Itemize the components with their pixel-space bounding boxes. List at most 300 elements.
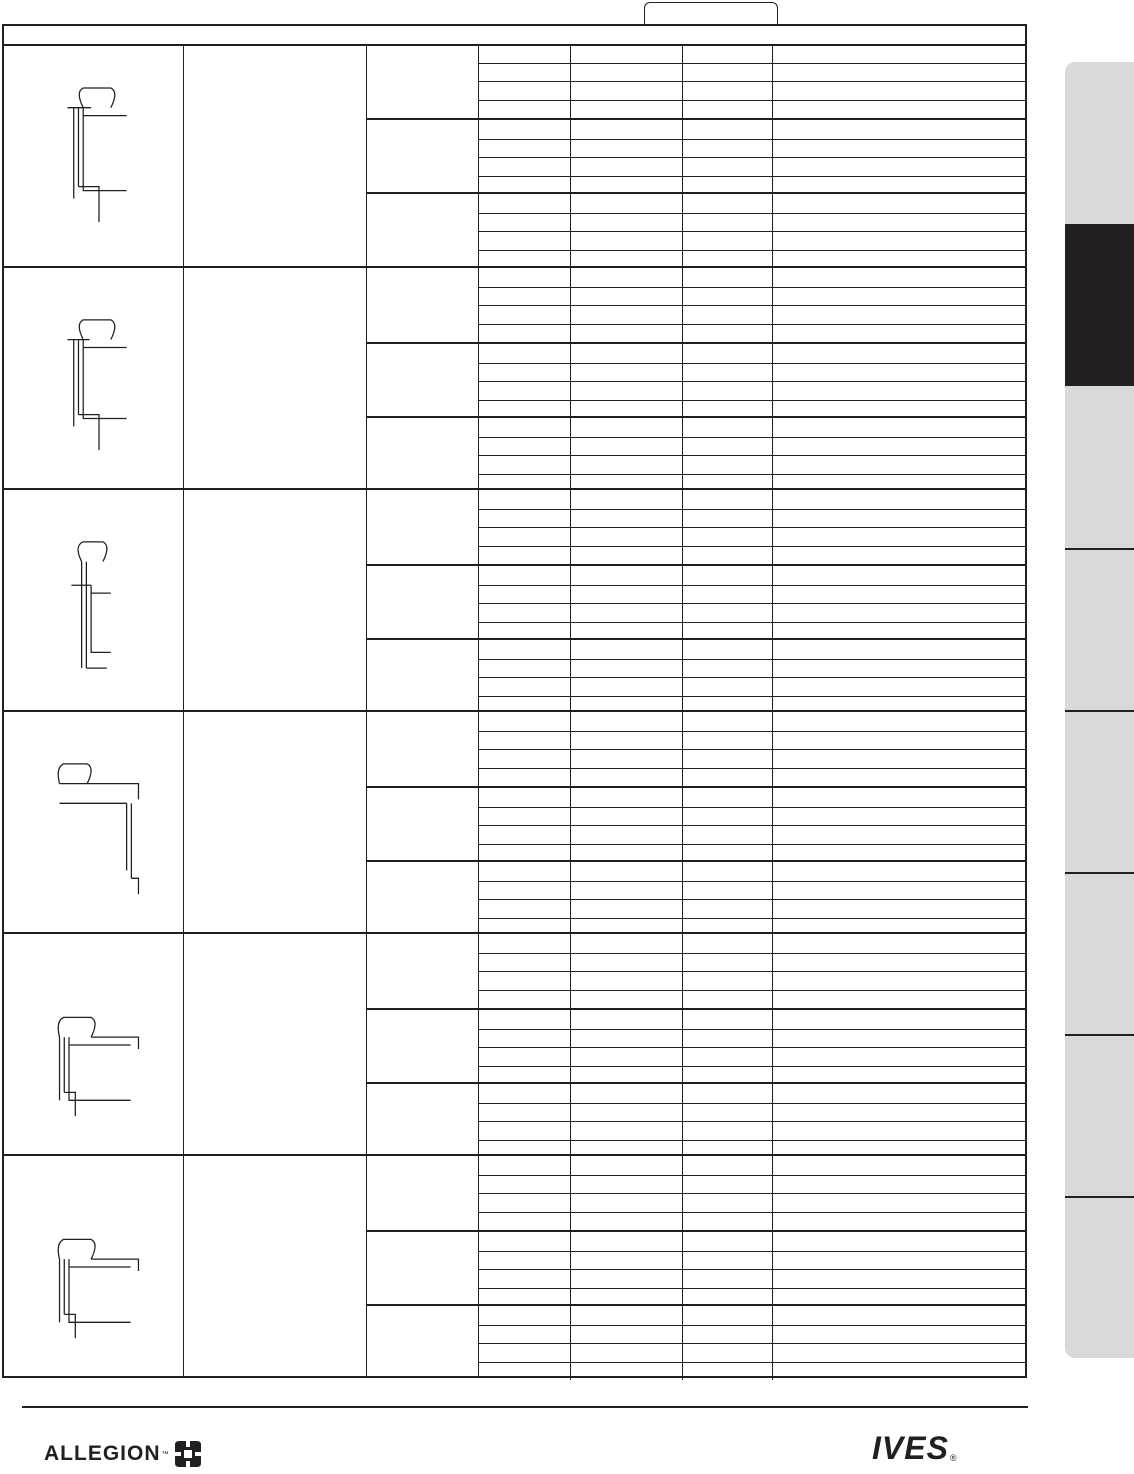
table-cell <box>479 101 571 119</box>
table-cell <box>571 214 683 232</box>
side-tab-4[interactable] <box>1065 548 1134 710</box>
table-cell <box>683 344 773 363</box>
side-tab-3[interactable] <box>1065 386 1134 548</box>
table-cell <box>773 456 1025 474</box>
table-cell <box>683 418 773 437</box>
table-cell <box>571 510 683 528</box>
table-cell <box>571 547 683 565</box>
side-tab-divider <box>1065 872 1134 874</box>
table-cell <box>683 954 773 972</box>
table-cell <box>683 991 773 1009</box>
description-cell <box>184 44 367 266</box>
table-cell <box>683 268 773 287</box>
table-cell <box>683 882 773 900</box>
table-cell <box>773 604 1025 622</box>
table-cell <box>683 566 773 585</box>
finish-group-cell <box>367 268 478 342</box>
table-cell <box>683 586 773 604</box>
table-row <box>479 1193 1025 1212</box>
table-cell <box>479 194 571 213</box>
table-cell <box>683 1344 773 1362</box>
table-cell <box>773 158 1025 176</box>
table-cell <box>571 1213 683 1231</box>
table-cell <box>479 788 571 807</box>
table-cell <box>571 44 683 63</box>
table-cell <box>571 972 683 990</box>
table-cell <box>479 954 571 972</box>
data-columns <box>479 712 1025 932</box>
table-cell <box>773 1306 1025 1325</box>
table-row <box>479 1251 1025 1270</box>
table-cell <box>773 510 1025 528</box>
table-cell <box>571 808 683 826</box>
table-cell <box>571 882 683 900</box>
table-cell <box>571 1010 683 1029</box>
table-cell <box>571 438 683 456</box>
table-cell <box>773 1363 1025 1381</box>
data-subgroup <box>479 638 1025 712</box>
table-cell <box>479 268 571 287</box>
table-row <box>479 381 1025 400</box>
data-subgroup <box>479 1082 1025 1156</box>
table-cell <box>773 140 1025 158</box>
table-cell <box>773 1030 1025 1048</box>
table-cell <box>683 288 773 306</box>
table-cell <box>773 528 1025 546</box>
table-cell <box>479 732 571 750</box>
table-cell <box>773 1270 1025 1288</box>
table-cell <box>479 344 571 363</box>
table-cell <box>773 712 1025 731</box>
table-cell <box>571 232 683 250</box>
table-cell <box>571 194 683 213</box>
table-cell <box>571 660 683 678</box>
table-cell <box>571 678 683 696</box>
finish-group-column <box>367 934 479 1154</box>
table-cell <box>571 604 683 622</box>
product-group <box>4 488 1025 710</box>
product-group <box>4 932 1025 1154</box>
table-cell <box>773 586 1025 604</box>
table-cell <box>773 364 1025 382</box>
table-cell <box>479 862 571 881</box>
table-cell <box>773 418 1025 437</box>
table-cell <box>571 456 683 474</box>
table-cell <box>479 1122 571 1140</box>
table-cell <box>773 1232 1025 1251</box>
table-cell <box>773 769 1025 787</box>
table-row <box>479 363 1025 382</box>
table-cell <box>773 1122 1025 1140</box>
table-cell <box>571 1084 683 1103</box>
table-header-band <box>4 26 1025 46</box>
table-row <box>479 194 1025 213</box>
table-row <box>479 1343 1025 1362</box>
table-row <box>479 1269 1025 1288</box>
table-cell <box>479 882 571 900</box>
table-cell <box>479 712 571 731</box>
side-tab-5[interactable] <box>1065 710 1134 872</box>
table-cell <box>571 712 683 731</box>
table-row <box>479 807 1025 826</box>
table-cell <box>571 1122 683 1140</box>
table-cell <box>683 456 773 474</box>
table-cell <box>773 660 1025 678</box>
table-cell <box>571 991 683 1009</box>
table-cell <box>571 288 683 306</box>
table-cell <box>773 490 1025 509</box>
table-row <box>479 953 1025 972</box>
data-subgroup <box>479 564 1025 638</box>
table-cell <box>479 1306 571 1325</box>
finish-group-cell <box>367 712 478 786</box>
table-cell <box>479 158 571 176</box>
table-cell <box>773 44 1025 63</box>
table-cell <box>773 1176 1025 1194</box>
table-cell <box>571 1252 683 1270</box>
table-row <box>479 899 1025 918</box>
table-cell <box>683 1084 773 1103</box>
finish-group-cell <box>367 564 478 638</box>
table-cell <box>479 1270 571 1288</box>
finish-group-cell <box>367 786 478 860</box>
table-cell <box>479 808 571 826</box>
allegion-trademark: ™ <box>161 1450 169 1458</box>
table-row <box>479 881 1025 900</box>
table-cell <box>773 120 1025 139</box>
finish-group-cell <box>367 118 478 192</box>
table-cell <box>571 140 683 158</box>
table-cell <box>683 325 773 343</box>
table-cell <box>683 712 773 731</box>
table-row <box>479 749 1025 768</box>
finish-group-cell <box>367 490 478 564</box>
table-cell <box>479 566 571 585</box>
data-subgroup <box>479 118 1025 192</box>
table-row <box>479 862 1025 881</box>
table-cell <box>683 1363 773 1381</box>
table-cell <box>773 1084 1025 1103</box>
table-cell <box>571 1104 683 1122</box>
table-cell <box>773 64 1025 82</box>
table-cell <box>683 808 773 826</box>
table-cell <box>479 750 571 768</box>
table-cell <box>683 232 773 250</box>
table-cell <box>683 1194 773 1212</box>
table-cell <box>683 640 773 659</box>
table-cell <box>571 1048 683 1066</box>
finish-group-column <box>367 712 479 932</box>
table-cell <box>479 1030 571 1048</box>
table-cell <box>683 306 773 324</box>
table-cell <box>571 306 683 324</box>
table-row <box>479 546 1025 565</box>
data-columns <box>479 934 1025 1154</box>
table-row <box>479 81 1025 100</box>
side-tab-7[interactable] <box>1065 1034 1134 1196</box>
table-cell <box>773 954 1025 972</box>
table-cell <box>571 954 683 972</box>
table-row <box>479 1175 1025 1194</box>
table-cell <box>683 1156 773 1175</box>
table-cell <box>479 640 571 659</box>
table-cell <box>479 1194 571 1212</box>
table-row <box>479 157 1025 176</box>
table-cell <box>479 1176 571 1194</box>
table-cell <box>479 934 571 953</box>
table-cell <box>571 934 683 953</box>
table-row <box>479 418 1025 437</box>
table-cell <box>479 1232 571 1251</box>
allegion-logo <box>44 1434 203 1474</box>
side-tab-8[interactable] <box>1065 1196 1134 1358</box>
finish-group-cell <box>367 416 478 490</box>
table-cell <box>683 1104 773 1122</box>
finish-group-column <box>367 490 479 710</box>
side-tab-6[interactable] <box>1065 872 1134 1034</box>
table-cell <box>773 1252 1025 1270</box>
table-row <box>479 100 1025 119</box>
table-cell <box>773 1194 1025 1212</box>
table-cell <box>479 44 571 63</box>
table-cell <box>571 528 683 546</box>
table-cell <box>479 325 571 343</box>
table-row <box>479 1156 1025 1175</box>
profile-cell <box>4 934 184 1154</box>
table-cell <box>571 268 683 287</box>
gasket-stop-profile-4-icon <box>44 752 154 902</box>
description-cell <box>184 490 367 710</box>
data-subgroup <box>479 1230 1025 1304</box>
table-cell <box>571 344 683 363</box>
table-cell <box>479 972 571 990</box>
table-cell <box>571 732 683 750</box>
table-row <box>479 659 1025 678</box>
data-columns <box>479 268 1025 488</box>
table-cell <box>683 1176 773 1194</box>
table-cell <box>479 1104 571 1122</box>
table-cell <box>479 232 571 250</box>
table-row <box>479 305 1025 324</box>
side-tab-divider <box>1065 1034 1134 1036</box>
data-subgroup <box>479 192 1025 266</box>
data-subgroup <box>479 786 1025 860</box>
table-row <box>479 344 1025 363</box>
finish-group-cell <box>367 1008 478 1082</box>
table-cell <box>683 788 773 807</box>
table-row <box>479 120 1025 139</box>
finish-group-column <box>367 44 479 266</box>
table-cell <box>479 120 571 139</box>
table-cell <box>479 1213 571 1231</box>
table-row <box>479 268 1025 287</box>
table-cell <box>479 1326 571 1344</box>
table-row <box>479 527 1025 546</box>
table-cell <box>479 1156 571 1175</box>
table-row <box>479 731 1025 750</box>
profile-cell <box>4 268 184 488</box>
table-cell <box>683 1213 773 1231</box>
table-cell <box>773 1104 1025 1122</box>
description-cell <box>184 934 367 1154</box>
table-cell <box>479 678 571 696</box>
table-cell <box>683 900 773 918</box>
table-cell <box>479 991 571 1009</box>
table-row <box>479 712 1025 731</box>
table-cell <box>479 418 571 437</box>
table-row <box>479 44 1025 63</box>
table-cell <box>683 862 773 881</box>
table-cell <box>571 82 683 100</box>
table-cell <box>479 1252 571 1270</box>
table-cell <box>479 456 571 474</box>
table-cell <box>773 268 1025 287</box>
table-row <box>479 1010 1025 1029</box>
finish-group-column <box>367 1156 479 1376</box>
table-cell <box>571 1270 683 1288</box>
table-row <box>479 1306 1025 1325</box>
table-cell <box>479 1010 571 1029</box>
table-row <box>479 287 1025 306</box>
table-row <box>479 677 1025 696</box>
table-cell <box>773 325 1025 343</box>
table-row <box>479 509 1025 528</box>
table-cell <box>773 82 1025 100</box>
finish-group-cell <box>367 1304 478 1378</box>
table-cell <box>479 64 571 82</box>
table-cell <box>683 1048 773 1066</box>
table-cell <box>773 1010 1025 1029</box>
table-cell <box>571 862 683 881</box>
finish-group-cell <box>367 1082 478 1156</box>
table-cell <box>479 510 571 528</box>
table-cell <box>571 1306 683 1325</box>
table-cell <box>773 1213 1025 1231</box>
table-row <box>479 1121 1025 1140</box>
gasket-stop-profile-1-icon <box>44 84 154 234</box>
table-cell <box>571 1344 683 1362</box>
table-cell <box>479 1048 571 1066</box>
table-cell <box>683 972 773 990</box>
table-cell <box>683 732 773 750</box>
table-cell <box>773 438 1025 456</box>
allegion-mark-icon <box>173 1439 203 1469</box>
table-cell <box>479 306 571 324</box>
table-cell <box>683 490 773 509</box>
table-cell <box>479 382 571 400</box>
data-subgroup <box>479 268 1025 342</box>
table-cell <box>479 604 571 622</box>
table-cell <box>773 232 1025 250</box>
table-cell <box>773 640 1025 659</box>
product-table <box>2 24 1027 1378</box>
table-cell <box>683 1030 773 1048</box>
table-cell <box>683 1232 773 1251</box>
table-cell <box>773 750 1025 768</box>
table-cell <box>683 382 773 400</box>
profile-cell <box>4 1156 184 1376</box>
table-cell <box>773 1156 1025 1175</box>
table-cell <box>479 438 571 456</box>
side-tab-2[interactable] <box>1065 224 1134 386</box>
product-group <box>4 266 1025 488</box>
table-cell <box>571 900 683 918</box>
table-row <box>479 139 1025 158</box>
data-subgroup <box>479 860 1025 934</box>
profile-cell <box>4 712 184 932</box>
table-cell <box>773 826 1025 844</box>
side-tab-divider <box>1065 548 1134 550</box>
data-subgroup <box>479 1156 1025 1230</box>
table-cell <box>773 288 1025 306</box>
data-subgroup <box>479 342 1025 416</box>
gasket-stop-profile-5-icon <box>44 974 154 1124</box>
table-row <box>479 1362 1025 1381</box>
footer-rule <box>22 1406 1028 1408</box>
ives-registered-mark: ® <box>949 1453 957 1463</box>
table-cell <box>571 640 683 659</box>
table-cell <box>683 214 773 232</box>
table-cell <box>571 158 683 176</box>
table-cell <box>683 194 773 213</box>
table-cell <box>683 82 773 100</box>
table-cell <box>683 604 773 622</box>
table-cell <box>571 586 683 604</box>
table-cell <box>571 1194 683 1212</box>
table-cell <box>571 750 683 768</box>
table-row <box>479 768 1025 787</box>
table-cell <box>773 972 1025 990</box>
table-row <box>479 990 1025 1009</box>
data-subgroup <box>479 1008 1025 1082</box>
data-subgroup <box>479 934 1025 1008</box>
table-cell <box>773 678 1025 696</box>
table-cell <box>683 120 773 139</box>
table-cell <box>683 1122 773 1140</box>
table-row <box>479 825 1025 844</box>
table-cell <box>571 1326 683 1344</box>
table-row <box>479 455 1025 474</box>
data-subgroup <box>479 44 1025 118</box>
table-cell <box>773 862 1025 881</box>
table-cell <box>683 1010 773 1029</box>
table-cell <box>479 490 571 509</box>
table-row <box>479 603 1025 622</box>
table-cell <box>479 826 571 844</box>
allegion-logo-text: ALLEGION <box>44 1442 161 1465</box>
gasket-stop-profile-2-icon <box>44 308 154 458</box>
table-row <box>479 566 1025 585</box>
finish-group-cell <box>367 934 478 1008</box>
gasket-stop-profile-6-icon <box>44 1196 154 1346</box>
table-cell <box>683 438 773 456</box>
gasket-stop-profile-3-icon <box>44 530 154 680</box>
table-cell <box>571 1232 683 1251</box>
table-cell <box>773 566 1025 585</box>
table-cell <box>479 364 571 382</box>
finish-group-cell <box>367 44 478 118</box>
table-row <box>479 1047 1025 1066</box>
table-cell <box>479 1084 571 1103</box>
data-subgroup <box>479 416 1025 490</box>
table-cell <box>683 750 773 768</box>
table-row <box>479 1232 1025 1251</box>
product-group <box>4 710 1025 932</box>
side-tab-1[interactable] <box>1065 62 1134 224</box>
data-columns <box>479 1156 1025 1376</box>
finish-group-cell <box>367 1156 478 1230</box>
table-row <box>479 1103 1025 1122</box>
